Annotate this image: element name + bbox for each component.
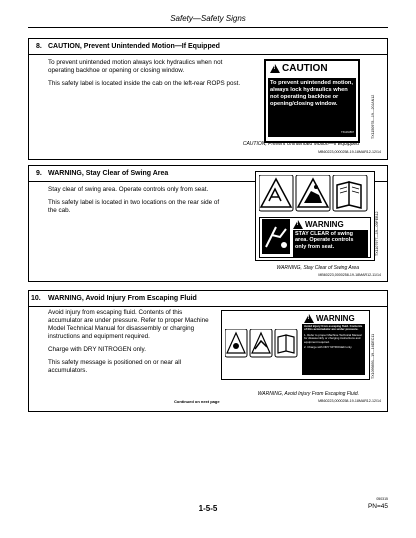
section-warning-escaping-fluid	[28, 290, 388, 412]
body-paragraph: Avoid injury from escaping fluid. Contents of this accumulator are under pressure. Refer to proper Machine Model Technical Manual for disassembly or charging instructions and equipment required.	[48, 309, 209, 340]
body-paragraph: Charge with DRY NITROGEN only.	[48, 346, 146, 353]
document-reference: MB60223,0000258-19-18MAR12-11/14	[318, 273, 381, 277]
label-message	[268, 78, 356, 137]
body-paragraph: This safety label is located inside the cab on the left-rear ROPS post.	[48, 80, 241, 87]
document-reference: MB60223,0000258-19-18MAR12-12/14	[318, 150, 381, 154]
figure-code: TX1150978—19—20JAN12	[371, 94, 375, 139]
section-warning-swing-area	[28, 165, 388, 282]
section-heading	[29, 39, 387, 55]
section-caution-unintended-motion	[28, 38, 388, 160]
document-reference: MB60223,0000258-19-18MAR12-12/14	[318, 399, 381, 403]
figure-caption: WARNING, Avoid Injury From Escaping Fluid.	[257, 391, 359, 397]
warning-safety-label	[255, 171, 375, 261]
warning-text-panel	[302, 313, 365, 375]
alert-triangle-icon	[293, 220, 303, 229]
page-header-title: Safety—Safety Signs	[170, 14, 246, 23]
body-paragraph: This safety label is located in two locations on the rear side of the cab.	[48, 199, 220, 214]
pictogram-row	[259, 175, 369, 213]
signal-word-banner	[266, 61, 358, 76]
section-title: WARNING, Avoid Injury From Escaping Fluid	[48, 295, 197, 302]
section-body	[48, 309, 218, 380]
figure-caption: CAUTION, Prevent Unintended Motion—If Equipped	[242, 141, 359, 147]
figure-caption: WARNING, Stay Clear of Swing Area	[276, 265, 359, 271]
section-number: 8.	[36, 43, 42, 50]
caution-safety-label	[264, 59, 360, 143]
continued-note: Continued on next page	[174, 399, 220, 404]
warning-block	[259, 217, 371, 258]
section-heading	[29, 291, 387, 307]
section-number: 9.	[36, 170, 42, 177]
label-message: STAY CLEAR of swing area. Operate controls only from seat.	[293, 230, 368, 257]
alert-triangle-icon	[270, 64, 280, 73]
body-paragraph: Stay clear of swing area. Operate controls only from seat.	[48, 186, 209, 193]
section-body	[48, 59, 248, 93]
signal-word: WARNING	[316, 314, 355, 323]
alert-triangle-icon	[304, 314, 314, 323]
label-code: TX1234567	[341, 131, 354, 134]
fluid-hazard-pictograms	[225, 329, 300, 359]
signal-word-banner	[293, 219, 344, 229]
signal-word-banner	[302, 313, 365, 324]
hazard-pictograms	[259, 175, 369, 213]
section-number: 10.	[31, 295, 41, 302]
label-intro: Avoid injury from escaping fluid. Contents of this accumulator are under pressure.	[304, 324, 363, 332]
section-body	[48, 186, 223, 220]
figure-code: TX1099893—19—16DEC11	[371, 333, 375, 379]
footer-pn: PN=45	[367, 503, 388, 510]
body-paragraph: To prevent unintended motion always lock hydraulics when not operating backhoe or opening or closing window.	[48, 59, 223, 74]
signal-word: WARNING	[305, 219, 344, 229]
label-step-1: 1. Refer to proper Machine Technical Manual for disassembly or charging instructions and equipment required.	[304, 332, 362, 344]
signal-word: CAUTION	[282, 63, 328, 74]
figure-code: TX1107977—19—09FEB12	[375, 211, 379, 256]
section-title: CAUTION, Prevent Unintended Motion—If Equipped	[48, 43, 220, 50]
label-message-text: To prevent unintended motion, always lock hydraulics when not operating backhoe or opening/closing window.	[270, 80, 353, 107]
body-paragraph: This safety message is positioned on or near all accumulators.	[48, 359, 182, 374]
header-rule	[28, 27, 388, 28]
footer-code: 050315	[376, 497, 388, 501]
accumulator-warning-label	[221, 310, 370, 380]
label-step-2: 2. Charge with DRY NITROGEN only.	[304, 345, 353, 350]
swing-arm-icon	[262, 219, 292, 256]
page-number: 1-5-5	[198, 504, 218, 513]
section-title: WARNING, Stay Clear of Swing Area	[48, 170, 169, 177]
